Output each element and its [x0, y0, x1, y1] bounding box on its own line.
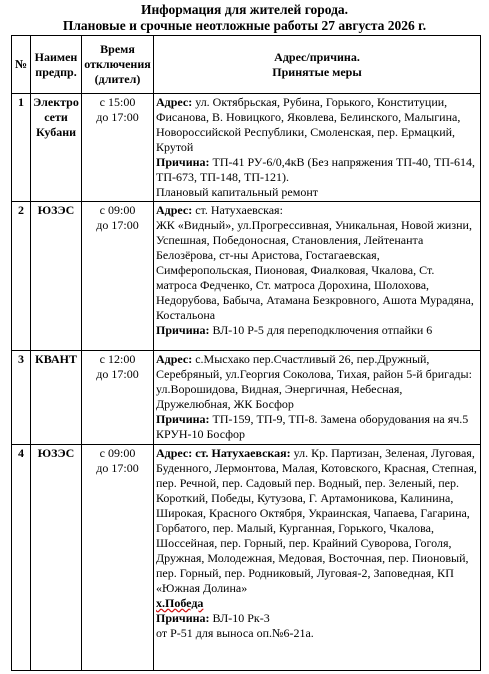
document-title [0, 0, 489, 34]
reason-detail: от Р-51 для выноса оп.№6-21а. [156, 626, 314, 640]
table-row [12, 94, 481, 202]
header-address: Адрес/причина. Принятые меры [154, 36, 481, 94]
address-text: ст. Натухаевская: [195, 203, 283, 217]
row-time: с 12:00 до 17:00 [82, 351, 154, 445]
address-label: Адрес: [156, 446, 193, 460]
address-label: Адрес: [156, 203, 193, 217]
table-row [12, 445, 481, 671]
row-address-reason [154, 94, 481, 202]
reason-text: ВЛ-10 Р-5 для переподключения отпайки 6 [212, 323, 433, 337]
works-table [11, 35, 481, 671]
row-address-reason [154, 202, 481, 351]
row-address-reason [154, 351, 481, 445]
address-text: ст. Натухаевская: [195, 446, 291, 460]
table-header-row [12, 36, 481, 94]
row-address-reason [154, 445, 481, 671]
header-num: № [12, 36, 31, 94]
address-label: Адрес: [156, 352, 193, 366]
row-organization: КВАНТ [31, 351, 82, 445]
header-org: Наимен предпр. [31, 36, 82, 94]
address-label: Адрес: [156, 95, 193, 109]
address-text: ул. Октябрьская, Рубина, Горького, Конституции, Фисанова, В. Новицкого, Яковлева, Белинского, Малыгина, Новороссийской Республики, Смоленская, пер. Ермацкий, Крутой [156, 95, 461, 154]
row-organization: ЮЗЭС [31, 445, 82, 671]
reason-label: Причина: [156, 412, 210, 426]
row-number: 3 [12, 351, 31, 445]
reason-text: ВЛ-10 Рк-3 [212, 611, 270, 625]
reason-text: ТП-159, ТП-9, ТП-8. Замена оборудования на яч.5 КРУН-10 Босфор [156, 412, 469, 441]
row-number: 2 [12, 202, 31, 351]
row-organization: Электро сети Кубани [31, 94, 82, 202]
reason-label: Причина: [156, 611, 210, 625]
address-detail: ул. Кр. Партизан, Зеленая, Луговая, Буденного, Лермонтова, Малая, Котовского, Красная, Степная, пер. Речной, пер. Садовый пер. Водный, пер. Зеленый, пер. Короткий, Победы, Кутузова, Г. Артамоникова, Калинина, Широкая, Красного Октября, Украинская, Чапаева, Гагарина, Горбатого, пер. Малый, Курганная, Горького, Чкалова, Шоссейная, пер. Горный, пер. Крайний Суворова, Гоголя, Дружная, Молодежная, Медовая, Восточная, пер. Пионовый, пер. Горный, пер. Родниковый, Луговая-2, Заповедная, КП «Южная Долина» [156, 446, 477, 595]
row-time: с 15:00 до 17:00 [82, 94, 154, 202]
address-detail: ЖК «Видный», ул.Прогрессивная, Уникальная, Новой жизни, Успешная, Победоносная, Становления, Лейтенанта Белозёрова, ст-ны Аристова, Гостагаевская, Симферопольская, Пионовая, Фиалковая, Чкалова, Ст. матроса Федченко, Ст. матроса Дорохина, Шолохова, Недорубова, Бабыча, Атамана Безкровного, Ашота Мурадяна, Костальона [156, 218, 474, 322]
row-time: с 09:00 до 17:00 [82, 202, 154, 351]
note-text: Плановый капитальный ремонт [156, 185, 318, 199]
reason-label: Причина: [156, 155, 210, 169]
title-line-1: Информация для жителей города. [140, 2, 349, 17]
table-row [12, 351, 481, 445]
row-number: 1 [12, 94, 31, 202]
settlement-name: х.Победа [156, 596, 204, 610]
row-number: 4 [12, 445, 31, 671]
header-time: Время отключения (длител) [82, 36, 154, 94]
reason-label: Причина: [156, 323, 210, 337]
title-line-2: Плановые и срочные неотложные работы 27 августа 2026 г. [62, 18, 427, 33]
table-row [12, 202, 481, 351]
address-text: с.Мысхако пер.Счастливый 26, пер.Дружный, Серебряный, ул.Георгия Соколова, Тихая, район 5-й бригады: ул.Ворошидова, Видная, Энергичная, Небесная, Дружелюбная, ЖК Босфор [156, 352, 472, 411]
reason-text: ТП-41 РУ-6/0,4кВ (Без напряжения ТП-40, ТП-614, ТП-673, ТП-148, ТП-121). [156, 155, 475, 184]
row-time: с 09:00 до 17:00 [82, 445, 154, 671]
row-organization: ЮЗЭС [31, 202, 82, 351]
